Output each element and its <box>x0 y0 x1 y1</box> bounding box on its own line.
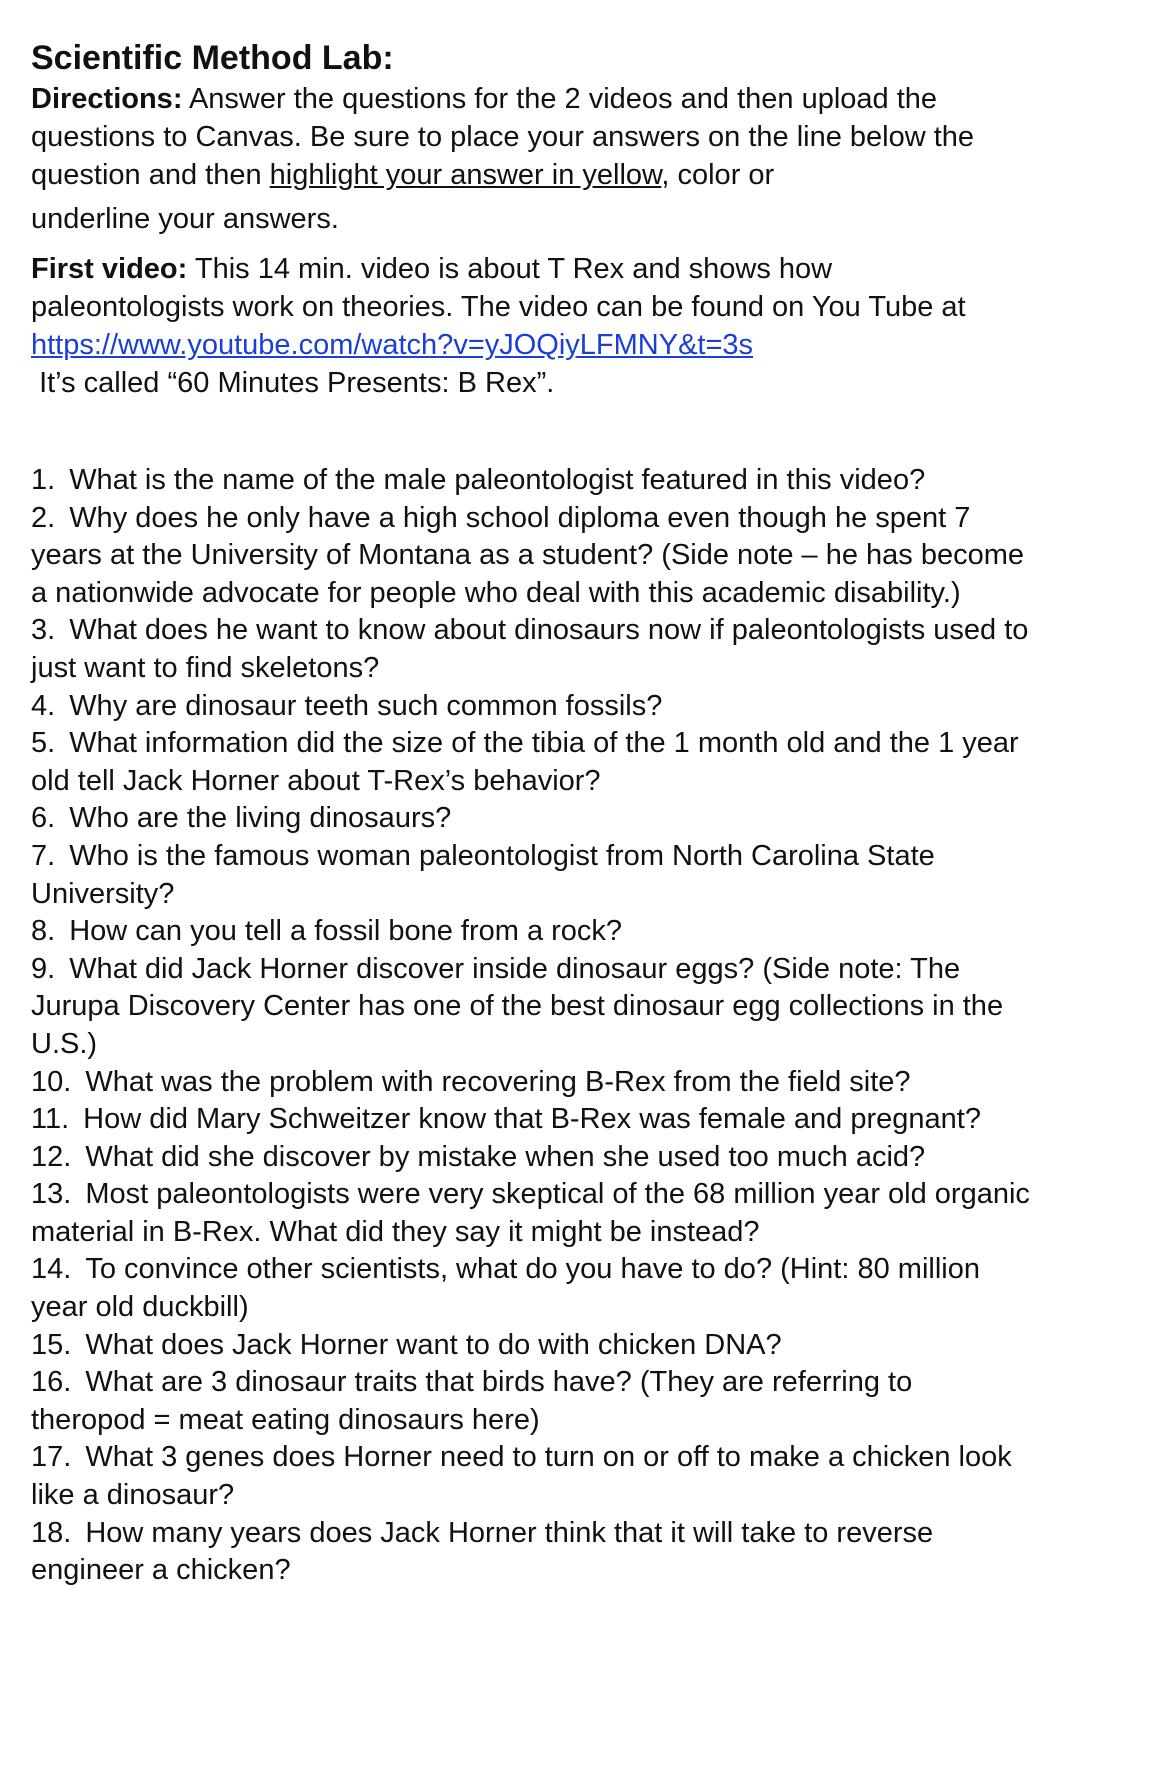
directions-label: Directions: <box>31 83 183 115</box>
question-item <box>31 1439 1031 1514</box>
question-item <box>31 1515 1031 1590</box>
youtube-link[interactable]: https://www.youtube.com/watch?v=yJOQiyLFMNY&t=3s <box>31 329 754 361</box>
question-item <box>31 800 1031 838</box>
question-text: Most paleontologists were very skeptical of the 68 million year old organic material in B-Rex. What did they say it might be instead? <box>31 1178 1030 1248</box>
question-text: Why does he only have a high school diploma even though he spent 7 years at the University of Montana as a student? (Side note – he has become a nationwide advocate for people who deal with this academic disability.) <box>31 501 1025 609</box>
directions-text-cont: , color or <box>661 159 775 191</box>
question-number: 16. <box>31 1366 72 1399</box>
question-item <box>31 1364 1031 1439</box>
first-video-label: First video: <box>31 253 188 285</box>
question-item <box>31 913 1031 951</box>
question-number: 3. <box>31 614 56 647</box>
question-number: 8. <box>31 915 56 948</box>
question-number: 15. <box>31 1328 72 1361</box>
question-item <box>31 838 1031 913</box>
question-item <box>31 1139 1031 1177</box>
question-number: 5. <box>31 727 56 760</box>
question-text: To convince other scientists, what do you have to do? (Hint: 80 million year old duckbill) <box>31 1253 980 1324</box>
first-video-text: This 14 min. video is about T Rex and shows how paleontologists work on theories. The video can be found on You Tube at <box>31 253 966 323</box>
question-number: 9. <box>31 952 56 985</box>
question-text: What is the name of the male paleontologist featured in this video? <box>69 464 926 496</box>
question-number: 13. <box>31 1178 72 1211</box>
question-text: How did Mary Schweitzer know that B-Rex was female and pregnant? <box>83 1103 981 1136</box>
question-item <box>31 725 1031 800</box>
first-video-title-text: It’s called “60 Minutes Presents: B Rex”. <box>39 367 555 399</box>
question-number: 18. <box>31 1516 72 1549</box>
directions-text: Answer the questions for the 2 videos and then upload the questions to Canvas. Be sure to place your answers on the line below the question and then <box>31 83 975 191</box>
question-item <box>31 951 1031 1064</box>
question-item <box>31 1101 1031 1139</box>
document-page <box>31 38 1031 1590</box>
question-text: What information did the size of the tibia of the 1 month old and the 1 year old tell Jack Horner about T-Rex’s behavior? <box>31 727 1019 797</box>
page-title: Scientific Method Lab: <box>31 39 394 77</box>
question-number: 12. <box>31 1140 72 1173</box>
question-text: What was the problem with recovering B-Rex from the field site? <box>85 1065 911 1098</box>
question-text: Why are dinosaur teeth such common fossils? <box>69 689 663 722</box>
question-item <box>31 1251 1031 1326</box>
question-number: 4. <box>31 689 56 722</box>
question-number: 14. <box>31 1253 72 1286</box>
question-item <box>31 1064 1031 1102</box>
directions-paragraph <box>31 80 1031 238</box>
question-number: 1. <box>31 464 56 496</box>
question-text: What did Jack Horner discover inside dinosaur eggs? (Side note: The Jurupa Discovery Center has one of the best dinosaur egg collections in the U.S.) <box>31 952 1004 1060</box>
directions-text-end: underline your answers. <box>31 203 339 235</box>
question-text: What did she discover by mistake when she used too much acid? <box>85 1140 926 1173</box>
question-number: 6. <box>31 802 56 835</box>
question-item <box>31 688 1031 726</box>
question-text: Who are the living dinosaurs? <box>69 802 452 835</box>
question-text: How can you tell a fossil bone from a rock? <box>69 915 623 948</box>
question-item <box>31 1176 1031 1251</box>
question-item <box>31 612 1031 687</box>
question-text: Who is the famous woman paleontologist from North Carolina State University? <box>31 839 935 910</box>
question-text: What 3 genes does Horner need to turn on or off to make a chicken look like a dinosaur? <box>31 1441 1012 1512</box>
question-text: What does he want to know about dinosaurs now if paleontologists used to just want to find skeletons? <box>31 614 1029 684</box>
first-video-paragraph <box>31 250 1031 402</box>
question-text: How many years does Jack Horner think that it will take to reverse engineer a chicken? <box>31 1516 934 1587</box>
question-item <box>31 462 1031 500</box>
directions-highlight-text: highlight your answer in yellow <box>269 159 662 191</box>
question-number: 17. <box>31 1441 72 1474</box>
question-number: 2. <box>31 501 56 534</box>
question-number: 11. <box>31 1103 70 1136</box>
question-text: What are 3 dinosaur traits that birds have? (They are referring to theropod = meat eating dinosaurs here) <box>31 1366 913 1436</box>
question-text: What does Jack Horner want to do with chicken DNA? <box>85 1328 782 1361</box>
question-number: 7. <box>31 839 56 872</box>
question-list <box>31 462 1031 1590</box>
question-item <box>31 500 1031 613</box>
question-number: 10. <box>31 1065 72 1098</box>
question-item <box>31 1327 1031 1365</box>
